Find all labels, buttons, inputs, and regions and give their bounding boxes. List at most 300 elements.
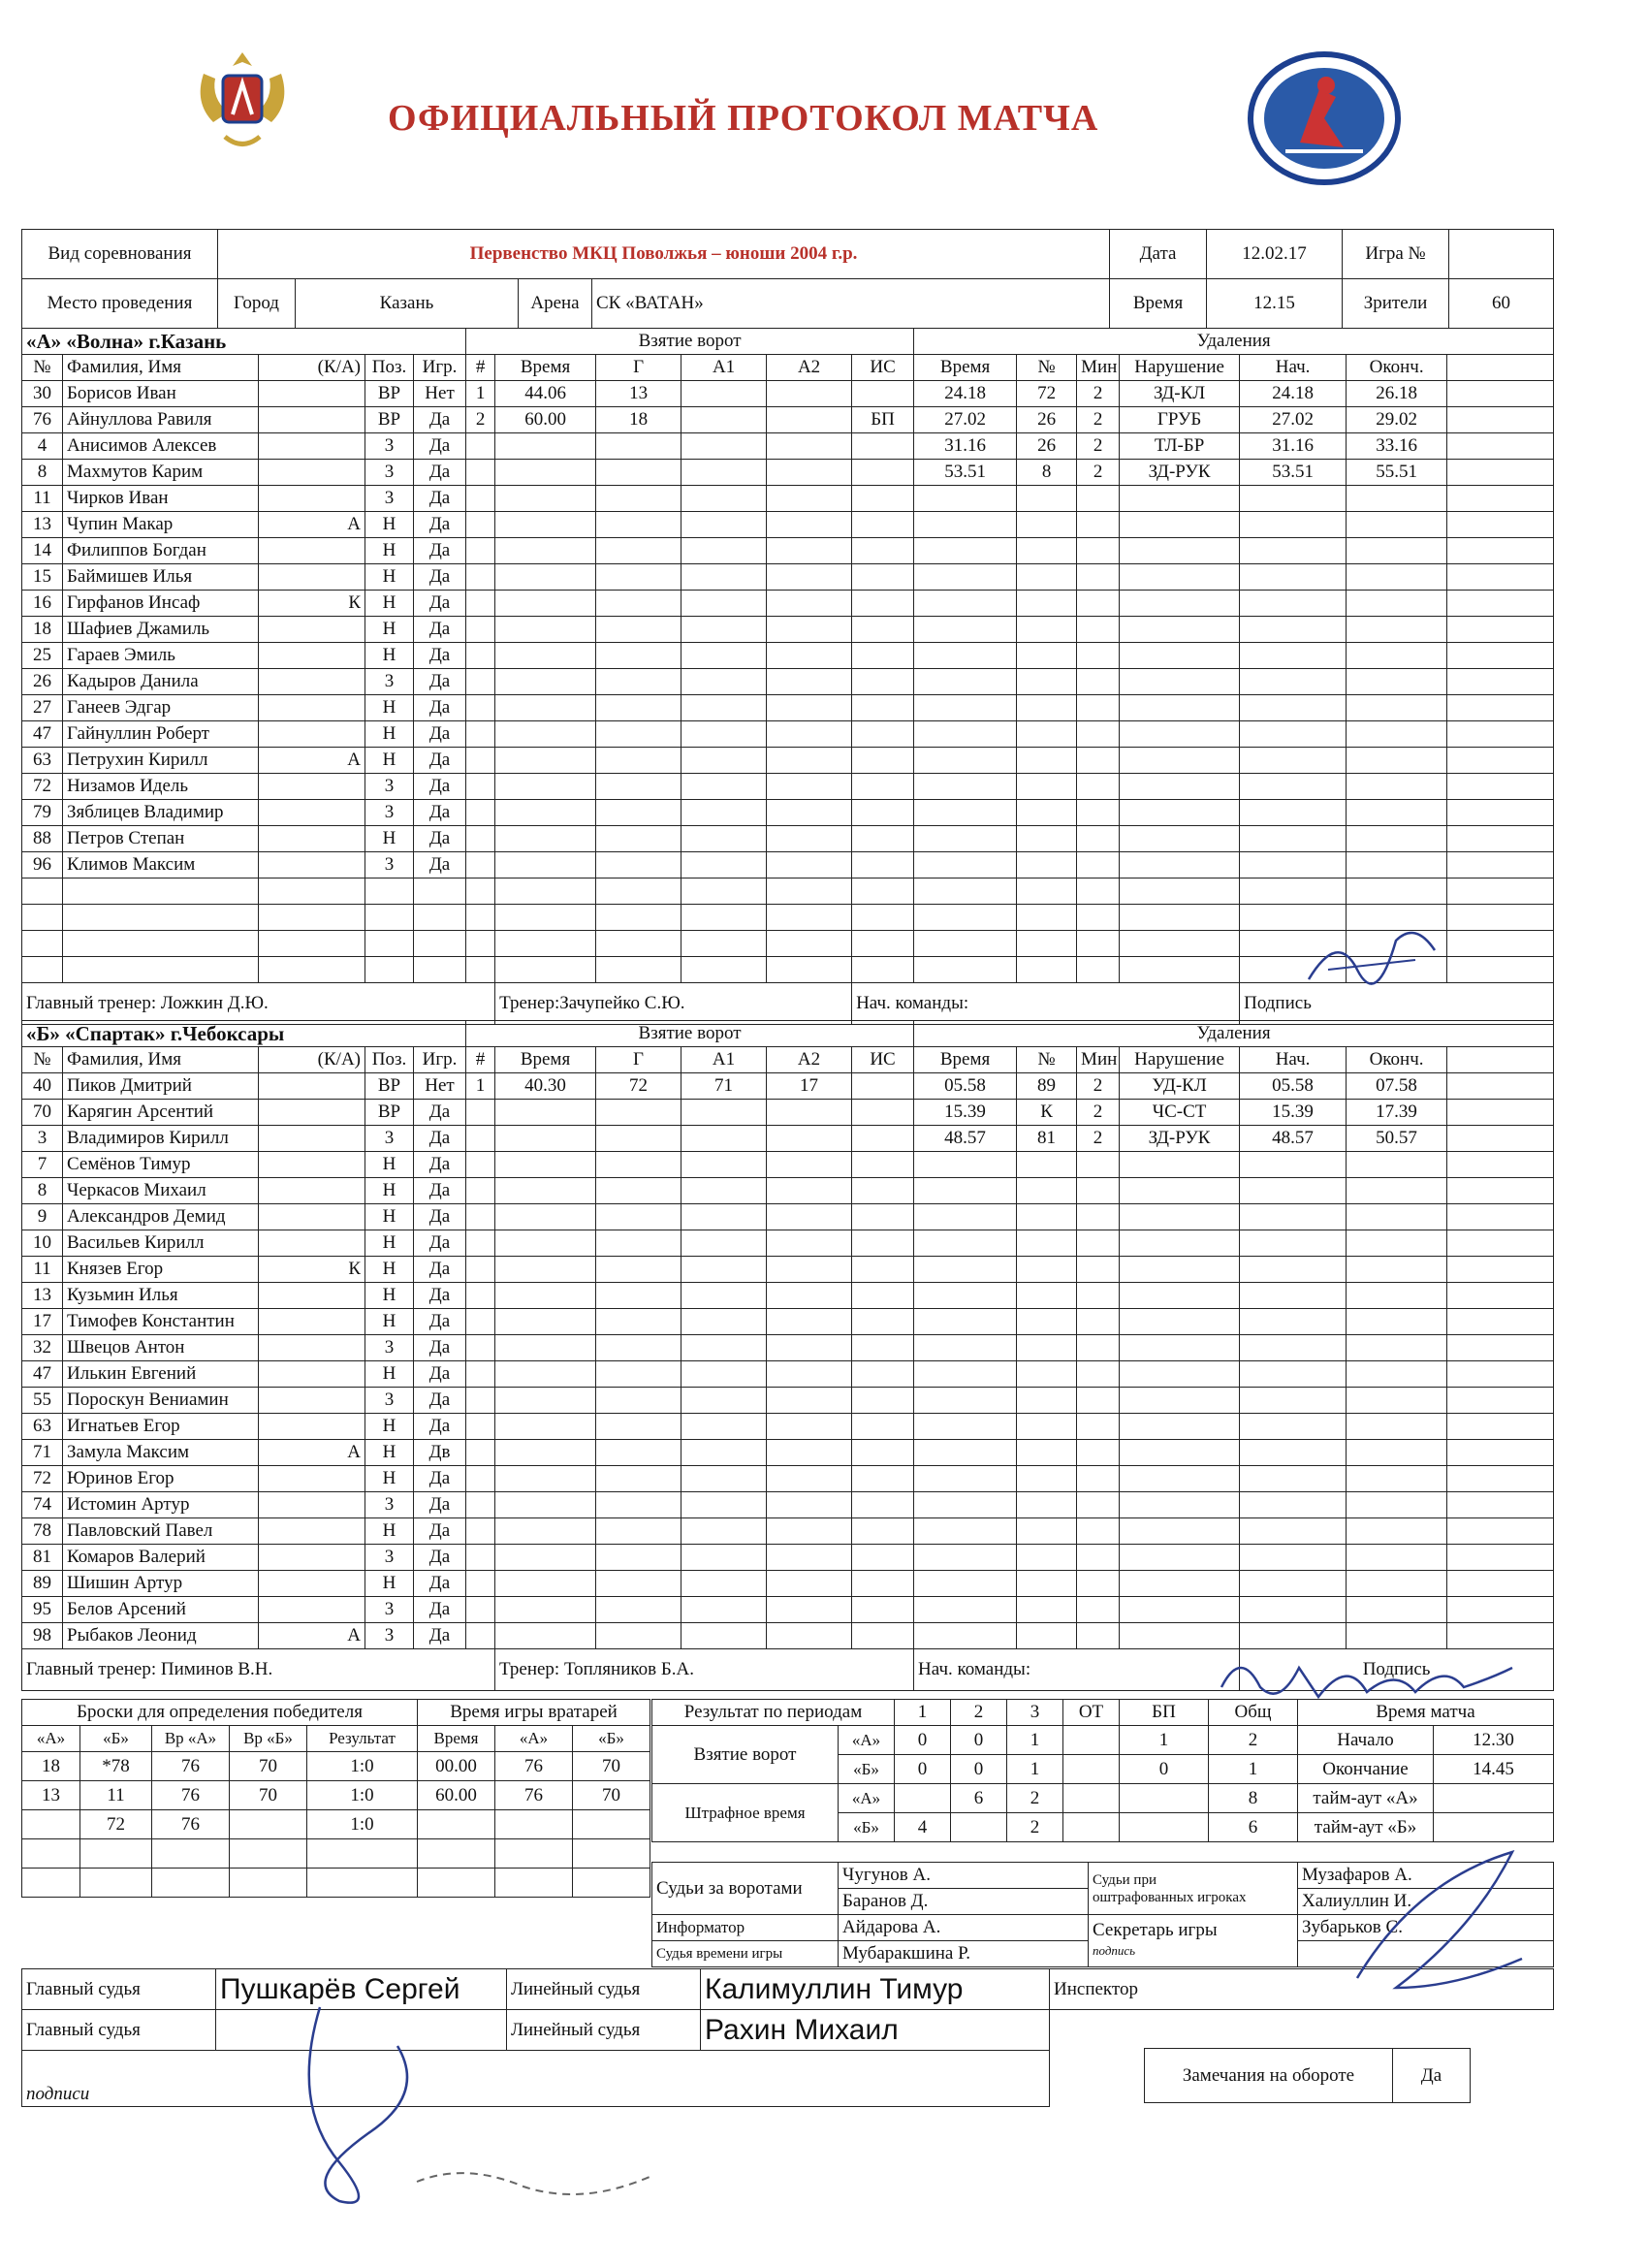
- goal-situation: [852, 1100, 914, 1126]
- goal-scorer: [596, 1309, 681, 1335]
- signatures-label: подписи: [22, 2051, 1050, 2107]
- goal-assist-2: [767, 748, 852, 774]
- player-name: Игнатьев Егор: [63, 1414, 259, 1440]
- penalty-player: [1017, 617, 1077, 643]
- goal-time: [495, 1518, 596, 1545]
- goal-assist-2: [767, 905, 852, 931]
- pim-a-ot: [1063, 1784, 1120, 1813]
- player-captain-mark: [259, 1571, 365, 1597]
- spare-cell: [1447, 1283, 1554, 1309]
- penalty-start: [1240, 826, 1347, 852]
- goal-time: [495, 1466, 596, 1492]
- goal-number: [466, 748, 495, 774]
- penalty-end: [1347, 1204, 1447, 1230]
- player-name: Кузьмин Илья: [63, 1283, 259, 1309]
- penalty-violation: [1120, 1440, 1240, 1466]
- penalty-end: [1347, 538, 1447, 564]
- player-name: Семёнов Тимур: [63, 1152, 259, 1178]
- penalty-time: [914, 1335, 1017, 1361]
- spare-cell: [1447, 1309, 1554, 1335]
- penalty-player: [1017, 1518, 1077, 1545]
- goal-time: [495, 1388, 596, 1414]
- penalty-end: [1347, 1440, 1447, 1466]
- penalty-player: [1017, 1335, 1077, 1361]
- player-captain-mark: [259, 1126, 365, 1152]
- goal-time: [495, 1152, 596, 1178]
- player-played: Да: [414, 460, 466, 486]
- player-name: Шишин Артур: [63, 1571, 259, 1597]
- table-row: [22, 1492, 1554, 1518]
- penalty-start: 48.57: [1240, 1126, 1347, 1152]
- penalty-time: [914, 1361, 1017, 1388]
- goal-assist-1: [681, 1545, 767, 1571]
- player-position: Н: [365, 748, 414, 774]
- linesman-2-name: Рахин Михаил: [701, 2010, 1050, 2051]
- player-name: Истомин Артур: [63, 1492, 259, 1518]
- goal-number: [466, 695, 495, 721]
- player-played: Дв: [414, 1440, 466, 1466]
- spare-cell: [1447, 1388, 1554, 1414]
- penalty-start: [1240, 1414, 1347, 1440]
- goal-time: [495, 486, 596, 512]
- player-played: Да: [414, 1230, 466, 1257]
- goal-assist-2: [767, 381, 852, 407]
- col-penalty-min: Мин: [1077, 1047, 1120, 1073]
- player-played: [414, 878, 466, 905]
- player-name: Пиков Дмитрий: [63, 1073, 259, 1100]
- stamp-mark: [407, 2153, 659, 2211]
- goal-time: [495, 748, 596, 774]
- player-name: Баймишев Илья: [63, 564, 259, 591]
- referee-2-label: Главный судья: [22, 2010, 216, 2051]
- player-number: 88: [22, 826, 63, 852]
- penalty-time: [914, 512, 1017, 538]
- col-hash: #: [466, 1047, 495, 1073]
- timekeeper-label: Судья времени игры: [652, 1941, 839, 1967]
- goal-assist-1: [681, 591, 767, 617]
- penalty-player: [1017, 878, 1077, 905]
- goal-scorer: [596, 538, 681, 564]
- spare-cell: [1447, 1152, 1554, 1178]
- player-position: ВР: [365, 1100, 414, 1126]
- penalty-start: [1240, 617, 1347, 643]
- goal-number: [466, 486, 495, 512]
- player-captain-mark: [259, 433, 365, 460]
- col-pos: Поз.: [365, 355, 414, 381]
- goal-situation: [852, 1440, 914, 1466]
- player-number: 26: [22, 669, 63, 695]
- col-ka: (К/А): [259, 355, 365, 381]
- penalty-start: [1240, 695, 1347, 721]
- goal-assist-1: [681, 1388, 767, 1414]
- goals-a-p3: 1: [1007, 1726, 1063, 1755]
- penalty-time: [914, 905, 1017, 931]
- table-row: [22, 617, 1554, 643]
- pim-a-so: [1120, 1784, 1209, 1813]
- player-position: Н: [365, 1518, 414, 1545]
- penalty-player: [1017, 826, 1077, 852]
- penalty-minutes: [1077, 591, 1120, 617]
- goal-judge-2: Баранов Д.: [839, 1889, 1089, 1915]
- goal-number: [466, 774, 495, 800]
- player-position: Н: [365, 1361, 414, 1388]
- col-num: №: [22, 355, 63, 381]
- goal-time: [495, 800, 596, 826]
- penalty-player: [1017, 1571, 1077, 1597]
- goal-time: [495, 695, 596, 721]
- player-played: Да: [414, 512, 466, 538]
- col-name: Фамилия, Имя: [63, 355, 259, 381]
- penalty-minutes: [1077, 1388, 1120, 1414]
- penalty-minutes: [1077, 1414, 1120, 1440]
- goal-situation: [852, 1571, 914, 1597]
- goal-number: [466, 1126, 495, 1152]
- penalty-minutes: 2: [1077, 407, 1120, 433]
- game-label: Игра №: [1343, 230, 1449, 279]
- player-number: 98: [22, 1623, 63, 1649]
- player-captain-mark: [259, 407, 365, 433]
- penalty-minutes: [1077, 1466, 1120, 1492]
- penalty-start: [1240, 1571, 1347, 1597]
- goal-assist-1: [681, 852, 767, 878]
- goal-number: [466, 1361, 495, 1388]
- penalty-time: [914, 486, 1017, 512]
- player-played: Да: [414, 1335, 466, 1361]
- penalty-end: [1347, 1545, 1447, 1571]
- goal-scorer: [596, 1597, 681, 1623]
- goal-time: 40.30: [495, 1073, 596, 1100]
- player-name: Александров Демид: [63, 1204, 259, 1230]
- penalty-player: [1017, 957, 1077, 983]
- player-number: [22, 957, 63, 983]
- goal-assist-1: [681, 1518, 767, 1545]
- player-played: [414, 905, 466, 931]
- penalty-time: [914, 931, 1017, 957]
- goal-assist-2: [767, 1414, 852, 1440]
- periods-team-b: «Б»: [839, 1813, 895, 1842]
- col-penalty-time: Время: [914, 1047, 1017, 1073]
- col-goal: Г: [596, 1047, 681, 1073]
- goalie-time-table: [417, 1699, 650, 1898]
- spare-cell: [1447, 1073, 1554, 1100]
- goal-assist-1: [681, 460, 767, 486]
- penalty-violation: [1120, 1571, 1240, 1597]
- penalty-minutes: [1077, 1335, 1120, 1361]
- penalty-time: [914, 1492, 1017, 1518]
- player-captain-mark: [259, 669, 365, 695]
- period-ot: ОТ: [1063, 1700, 1120, 1726]
- city-value: Казань: [296, 279, 519, 329]
- penalty-player: [1017, 721, 1077, 748]
- spare-cell: [1447, 852, 1554, 878]
- player-number: 17: [22, 1309, 63, 1335]
- secretary-label-text: Секретарь игры: [1093, 1920, 1218, 1940]
- goal-number: [466, 721, 495, 748]
- penalty-end: 29.02: [1347, 407, 1447, 433]
- goal-assist-1: [681, 1361, 767, 1388]
- goal-assist-2: [767, 1230, 852, 1257]
- player-name: Гараев Эмиль: [63, 643, 259, 669]
- penalty-start: [1240, 538, 1347, 564]
- penalty-end: [1347, 852, 1447, 878]
- goal-time: [495, 1597, 596, 1623]
- match-end-value: 14.45: [1434, 1755, 1554, 1784]
- city-label: Город: [218, 279, 296, 329]
- goal-number: [466, 669, 495, 695]
- pim-b-p2: [951, 1813, 1007, 1842]
- goal-situation: [852, 1309, 914, 1335]
- inspector-label-text: Инспектор: [1054, 1978, 1138, 1999]
- goal-time: [495, 1492, 596, 1518]
- player-number: 47: [22, 1361, 63, 1388]
- goal-assist-1: [681, 433, 767, 460]
- player-position: ВР: [365, 1073, 414, 1100]
- penalty-player: [1017, 1492, 1077, 1518]
- goal-assist-2: [767, 1388, 852, 1414]
- player-position: Н: [365, 1283, 414, 1309]
- table-row: [22, 1388, 1554, 1414]
- player-captain-mark: [259, 1335, 365, 1361]
- goal-assist-2: [767, 1623, 852, 1649]
- table-row: [22, 564, 1554, 591]
- date-label: Дата: [1110, 230, 1207, 279]
- goal-situation: [852, 931, 914, 957]
- penalty-end: [1347, 1257, 1447, 1283]
- goal-assist-1: [681, 1623, 767, 1649]
- table-row: [22, 878, 1554, 905]
- penalty-end: [1347, 1283, 1447, 1309]
- goal-judge-1: Чугунов А.: [839, 1863, 1089, 1889]
- goal-assist-2: [767, 1545, 852, 1571]
- player-captain-mark: [259, 460, 365, 486]
- goal-scorer: [596, 957, 681, 983]
- goal-number: [466, 957, 495, 983]
- player-number: 8: [22, 1178, 63, 1204]
- player-position: 3: [365, 774, 414, 800]
- shootout-cell: *78: [80, 1752, 152, 1781]
- player-name: Илькин Евгений: [63, 1361, 259, 1388]
- player-name: Васильев Кирилл: [63, 1230, 259, 1257]
- goal-assist-1: [681, 564, 767, 591]
- goal-time: [495, 1440, 596, 1466]
- goal-time: [495, 1335, 596, 1361]
- player-captain-mark: [259, 878, 365, 905]
- table-row: [22, 721, 1554, 748]
- goal-number: 2: [466, 407, 495, 433]
- player-number: 13: [22, 512, 63, 538]
- penalty-player: 89: [1017, 1073, 1077, 1100]
- penalty-time: [914, 721, 1017, 748]
- penalty-player: [1017, 1597, 1077, 1623]
- remarks-table: [1144, 2048, 1471, 2103]
- penalty-minutes: [1077, 1257, 1120, 1283]
- player-position: Н: [365, 617, 414, 643]
- table-row: [22, 1178, 1554, 1204]
- penalty-minutes: 2: [1077, 1073, 1120, 1100]
- player-position: Н: [365, 538, 414, 564]
- player-name: [63, 931, 259, 957]
- spare-cell: [1447, 1440, 1554, 1466]
- periods-goals-label: Взятие ворот: [652, 1726, 839, 1784]
- col-play: Игр.: [414, 1047, 466, 1073]
- player-position: 3: [365, 486, 414, 512]
- goal-assist-1: [681, 1597, 767, 1623]
- player-captain-mark: [259, 1100, 365, 1126]
- spare-cell: [1447, 905, 1554, 931]
- penalty-minutes: [1077, 774, 1120, 800]
- penalty-violation: [1120, 1388, 1240, 1414]
- penalty-minutes: [1077, 512, 1120, 538]
- spare-cell: [1447, 1126, 1554, 1152]
- penalty-player: [1017, 931, 1077, 957]
- col-violation: Нарушение: [1120, 355, 1240, 381]
- player-number: 40: [22, 1073, 63, 1100]
- penalty-violation: [1120, 643, 1240, 669]
- goals-b-total: 1: [1209, 1755, 1298, 1784]
- goal-scorer: [596, 1518, 681, 1545]
- goal-assist-2: [767, 852, 852, 878]
- col-penalty-start: Нач.: [1240, 355, 1347, 381]
- player-name: Карягин Арсентий: [63, 1100, 259, 1126]
- penalty-player: [1017, 591, 1077, 617]
- table-row: [22, 1545, 1554, 1571]
- player-name: Черкасов Михаил: [63, 1178, 259, 1204]
- penalty-violation: [1120, 931, 1240, 957]
- col-num: №: [22, 1047, 63, 1073]
- penalty-start: [1240, 878, 1347, 905]
- player-played: Да: [414, 826, 466, 852]
- team-a-title: «А» «Волна» г.Казань: [22, 329, 466, 355]
- penalty-minutes: [1077, 1440, 1120, 1466]
- informer-name: Айдарова А.: [839, 1915, 1089, 1941]
- team-b-roster-table: [21, 1020, 1554, 1691]
- player-name: Рыбаков Леонид: [63, 1623, 259, 1649]
- goal-number: [466, 538, 495, 564]
- goal-scorer: [596, 852, 681, 878]
- penalty-end: 26.18: [1347, 381, 1447, 407]
- penalty-end: [1347, 1518, 1447, 1545]
- goal-number: [466, 826, 495, 852]
- match-start-value: 12.30: [1434, 1726, 1554, 1755]
- competition-label: Вид соревнования: [22, 230, 218, 279]
- penalty-end: [1347, 1492, 1447, 1518]
- player-number: 76: [22, 407, 63, 433]
- penalty-end: [1347, 1335, 1447, 1361]
- table-row: [22, 1152, 1554, 1178]
- goal-scorer: 18: [596, 407, 681, 433]
- col-penalty-min: Мин: [1077, 355, 1120, 381]
- goal-assist-2: [767, 643, 852, 669]
- goal-assist-2: [767, 564, 852, 591]
- match-header-table: [21, 229, 1554, 329]
- shootout-col-a: «А»: [22, 1726, 80, 1752]
- goal-scorer: [596, 1100, 681, 1126]
- penalty-player: 26: [1017, 407, 1077, 433]
- player-played: Да: [414, 1100, 466, 1126]
- goal-number: [466, 878, 495, 905]
- penalty-start: [1240, 564, 1347, 591]
- penalty-player: 81: [1017, 1126, 1077, 1152]
- goal-situation: [852, 486, 914, 512]
- goal-time: [495, 721, 596, 748]
- goal-situation: [852, 538, 914, 564]
- player-captain-mark: [259, 852, 365, 878]
- goal-scorer: [596, 1361, 681, 1388]
- penalty-violation: [1120, 852, 1240, 878]
- goal-scorer: [596, 1388, 681, 1414]
- penalty-violation: ЗД-РУК: [1120, 1126, 1240, 1152]
- player-name: Князев Егор: [63, 1257, 259, 1283]
- player-number: 11: [22, 1257, 63, 1283]
- player-number: 71: [22, 1440, 63, 1466]
- col-penalty-end: Оконч.: [1347, 1047, 1447, 1073]
- player-played: Да: [414, 695, 466, 721]
- goal-assist-2: [767, 1335, 852, 1361]
- penalty-player: [1017, 1257, 1077, 1283]
- goal-situation: [852, 643, 914, 669]
- penalty-time: 05.58: [914, 1073, 1017, 1100]
- player-position: [365, 878, 414, 905]
- penalty-time: [914, 1414, 1017, 1440]
- goal-situation: [852, 695, 914, 721]
- goal-assist-2: [767, 1492, 852, 1518]
- player-number: 11: [22, 486, 63, 512]
- team-b-signature: [1212, 1639, 1522, 1716]
- col-goal-time: Время: [495, 355, 596, 381]
- shootout-cell: [230, 1810, 307, 1839]
- team-b-coach: Тренер: Топляников Б.А.: [495, 1649, 914, 1691]
- youth-hockey-association-logo: [1247, 50, 1402, 186]
- penalty-minutes: [1077, 617, 1120, 643]
- penalty-time: [914, 1283, 1017, 1309]
- spare-cell: [1447, 591, 1554, 617]
- team-a-team-chief: Нач. команды:: [852, 983, 1240, 1025]
- spare-cell: [1447, 407, 1554, 433]
- penalty-start: 31.16: [1240, 433, 1347, 460]
- player-captain-mark: А: [259, 1440, 365, 1466]
- penalty-minutes: [1077, 852, 1120, 878]
- period-3: 3: [1007, 1700, 1063, 1726]
- goal-assist-2: [767, 721, 852, 748]
- player-position: [365, 905, 414, 931]
- penalty-player: [1017, 486, 1077, 512]
- penalty-end: [1347, 1230, 1447, 1257]
- goal-scorer: [596, 564, 681, 591]
- goal-time: [495, 564, 596, 591]
- spare-cell: [1447, 1335, 1554, 1361]
- player-name: Замула Максим: [63, 1440, 259, 1466]
- table-row: [22, 591, 1554, 617]
- pim-a-p1: [895, 1784, 951, 1813]
- time-label: Время: [1110, 279, 1207, 329]
- spare-cell: [1447, 1518, 1554, 1545]
- goal-time: [495, 643, 596, 669]
- penalty-start: [1240, 486, 1347, 512]
- goal-time: [495, 460, 596, 486]
- penalty-player: [1017, 905, 1077, 931]
- goal-assist-2: [767, 407, 852, 433]
- penalty-end: [1347, 617, 1447, 643]
- table-row: [22, 433, 1554, 460]
- goal-assist-2: [767, 1466, 852, 1492]
- player-name: Тимофев Константин: [63, 1309, 259, 1335]
- team-a-goals-heading: Взятие ворот: [466, 329, 914, 355]
- pim-b-p1: 4: [895, 1813, 951, 1842]
- player-name: [63, 905, 259, 931]
- goal-assist-1: [681, 1440, 767, 1466]
- match-start-label: Начало: [1298, 1726, 1434, 1755]
- player-name: Юринов Егор: [63, 1466, 259, 1492]
